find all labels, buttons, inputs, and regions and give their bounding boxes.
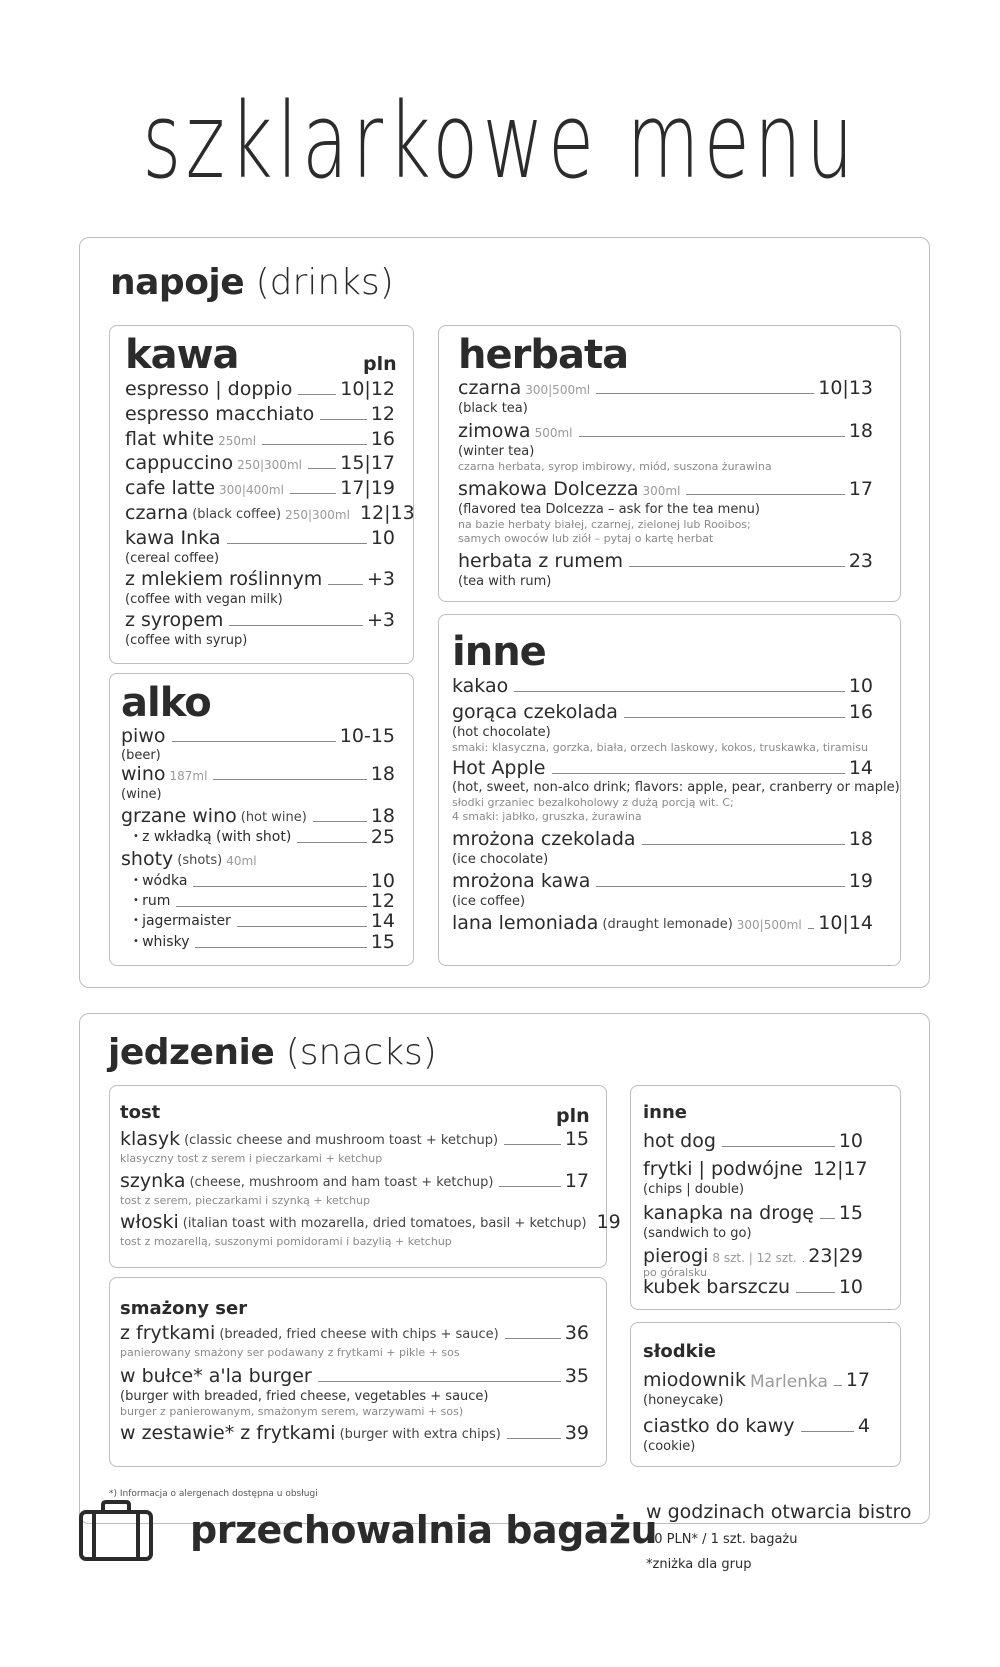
item-description: klasyczny tost z serem i pieczarkami + ketchup <box>120 1152 383 1165</box>
menu-item: kawa Inka 10 <box>125 527 395 549</box>
item-translation: (coffee with vegan milk) <box>125 592 283 607</box>
menu-item: frytki | podwójne 12|17 <box>643 1158 868 1180</box>
item-translation: (hot chocolate) <box>452 725 551 740</box>
menu-item: espresso | doppio 10|12 <box>125 378 395 400</box>
menu-item: z frytkami (breaded, fried cheese with chips + sauce) 36 <box>120 1322 589 1344</box>
item-description: tost z serem, pieczarkami i szynką + ketchup <box>120 1194 371 1207</box>
tost-unit: pln <box>556 1105 590 1127</box>
item-description: po góralsku <box>643 1266 707 1279</box>
inne-drinks-heading: inne <box>452 629 546 675</box>
menu-item: herbata z rumem 23 <box>458 550 873 572</box>
menu-item: z mlekiem roślinnym +3 <box>125 568 395 590</box>
menu-item: mrożona czekolada 18 <box>452 828 873 850</box>
menu-item: Hot Apple 14 <box>452 757 873 779</box>
menu-item: • jagermaister 14 <box>133 910 395 932</box>
menu-item: kubek barszczu 10 <box>643 1276 863 1298</box>
item-translation: (cereal coffee) <box>125 551 220 566</box>
menu-item: szynka (cheese, mushroom and ham toast + ketchup) 17 <box>120 1170 589 1192</box>
item-translation: (honeycake) <box>643 1393 724 1408</box>
item-description: 4 smaki: jabłko, gruszka, żurawina <box>452 810 642 823</box>
item-translation: (coffee with syrup) <box>125 633 248 648</box>
menu-item: shoty (shots) 40ml <box>121 848 257 870</box>
menu-item: czarna (black coffee) 250|300ml 12|13 <box>125 502 415 524</box>
item-translation: (beer) <box>121 748 161 763</box>
item-description: na bazie herbaty białej, czarnej, zielonej lub Rooibos; <box>458 518 751 531</box>
menu-item: mrożona kawa 19 <box>452 870 873 892</box>
luggage-hours: w godzinach otwarcia bistro <box>646 1501 912 1523</box>
ser-heading: smażony ser <box>120 1298 248 1319</box>
item-description: samych owoców lub ziół – pytaj o kartę herbat <box>458 532 714 545</box>
item-description: panierowany smażony ser podawany z frytkami + pikle + sos <box>120 1346 460 1359</box>
luggage-discount: *zniżka dla grup <box>646 1557 752 1572</box>
menu-item: pierogi 8 szt. | 12 szt. 23|29 <box>643 1245 863 1267</box>
slodkie-heading: słodkie <box>643 1341 716 1362</box>
menu-item: cappuccino 250|300ml 15|17 <box>125 452 395 474</box>
item-translation: (tea with rum) <box>458 574 552 589</box>
menu-item: hot dog 10 <box>643 1130 863 1152</box>
allergen-note: *) Informacja o alergenach dostępna u obsługi <box>109 1489 318 1499</box>
kawa-heading: kawa <box>125 332 239 378</box>
alko-heading: alko <box>121 680 211 726</box>
luggage-title: przechowalnia bagażu <box>190 1508 658 1552</box>
menu-item: • z wkładką (with shot) 25 <box>133 826 395 848</box>
item-description: smaki: klasyczna, gorzka, biała, orzech laskowy, kokos, truskawka, tiramisu <box>452 741 868 754</box>
herbata-heading: herbata <box>458 332 629 378</box>
inne-food-heading: inne <box>643 1102 688 1123</box>
menu-item: kanapka na drogę 15 <box>643 1202 863 1224</box>
menu-item: kakao 10 <box>452 675 873 697</box>
menu-item: • rum 12 <box>133 890 395 912</box>
menu-item: miodownik Marlenka 17 <box>643 1369 870 1392</box>
menu-item: ciastko do kawy 4 <box>643 1415 870 1437</box>
menu-item: lana lemoniada (draught lemonade) 300|500ml 10|14 <box>452 912 873 934</box>
item-translation: (sandwich to go) <box>643 1226 752 1241</box>
snacks-section-title: jedzenie (snacks) <box>108 1032 437 1073</box>
item-translation: (ice coffee) <box>452 894 526 909</box>
item-translation: (cookie) <box>643 1439 696 1454</box>
item-translation: (hot, sweet, non-alco drink; flavors: apple, pear, cranberry or maple) <box>452 780 900 795</box>
menu-item: z syropem +3 <box>125 609 395 631</box>
item-translation: (black tea) <box>458 401 528 416</box>
menu-item: zimowa 500ml 18 <box>458 420 873 442</box>
menu-item: klasyk (classic cheese and mushroom toast + ketchup) 15 <box>120 1128 589 1150</box>
menu-item: • wódka 10 <box>133 870 395 892</box>
drinks-section-title: napoje (drinks) <box>110 262 394 303</box>
item-description: czarna herbata, syrop imbirowy, miód, suszona żurawina <box>458 460 772 473</box>
menu-item: flat white 250ml 16 <box>125 428 395 450</box>
page-title: szklarkowe menu <box>142 80 858 202</box>
menu-item: w bułce* a'la burger 35 <box>120 1365 589 1387</box>
menu-item: grzane wino (hot wine) 18 <box>121 805 395 827</box>
menu-item: • whisky 15 <box>133 931 395 953</box>
item-description: słodki grzaniec bezalkoholowy z dużą porcją wit. C; <box>452 796 734 809</box>
item-translation: (wine) <box>121 787 162 802</box>
suitcase-icon <box>78 1500 154 1566</box>
menu-item: w zestawie* z frytkami (burger with extra chips) 39 <box>120 1422 589 1444</box>
menu-item: smakowa Dolcezza 300ml 17 <box>458 478 873 500</box>
kawa-unit: pln <box>363 353 397 375</box>
menu-item: wino 187ml 18 <box>121 763 395 785</box>
item-description: tost z mozarellą, suszonymi pomidorami i bazylią + ketchup <box>120 1235 452 1248</box>
menu-item: czarna 300|500ml 10|13 <box>458 377 873 399</box>
menu-item: espresso macchiato 12 <box>125 403 395 425</box>
item-translation: (ice chocolate) <box>452 852 549 867</box>
menu-item: cafe latte 300|400ml 17|19 <box>125 477 395 499</box>
item-description: burger z panierowanym, smażonym serem, warzywami + sos) <box>120 1405 464 1418</box>
menu-item: włoski (italian toast with mozarella, dried tomatoes, basil + ketchup) 19 <box>120 1211 621 1233</box>
menu-item: gorąca czekolada 16 <box>452 701 873 723</box>
item-translation: (winter tea) <box>458 444 535 459</box>
tost-heading: tost <box>120 1102 161 1123</box>
item-translation: (burger with breaded, fried cheese, vegetables + sauce) <box>120 1389 489 1404</box>
item-translation: (flavored tea Dolcezza – ask for the tea menu) <box>458 502 760 517</box>
menu-item: piwo 10-15 <box>121 725 395 747</box>
luggage-price: 10 PLN* / 1 szt. bagażu <box>646 1532 798 1547</box>
item-translation: (chips | double) <box>643 1182 745 1197</box>
